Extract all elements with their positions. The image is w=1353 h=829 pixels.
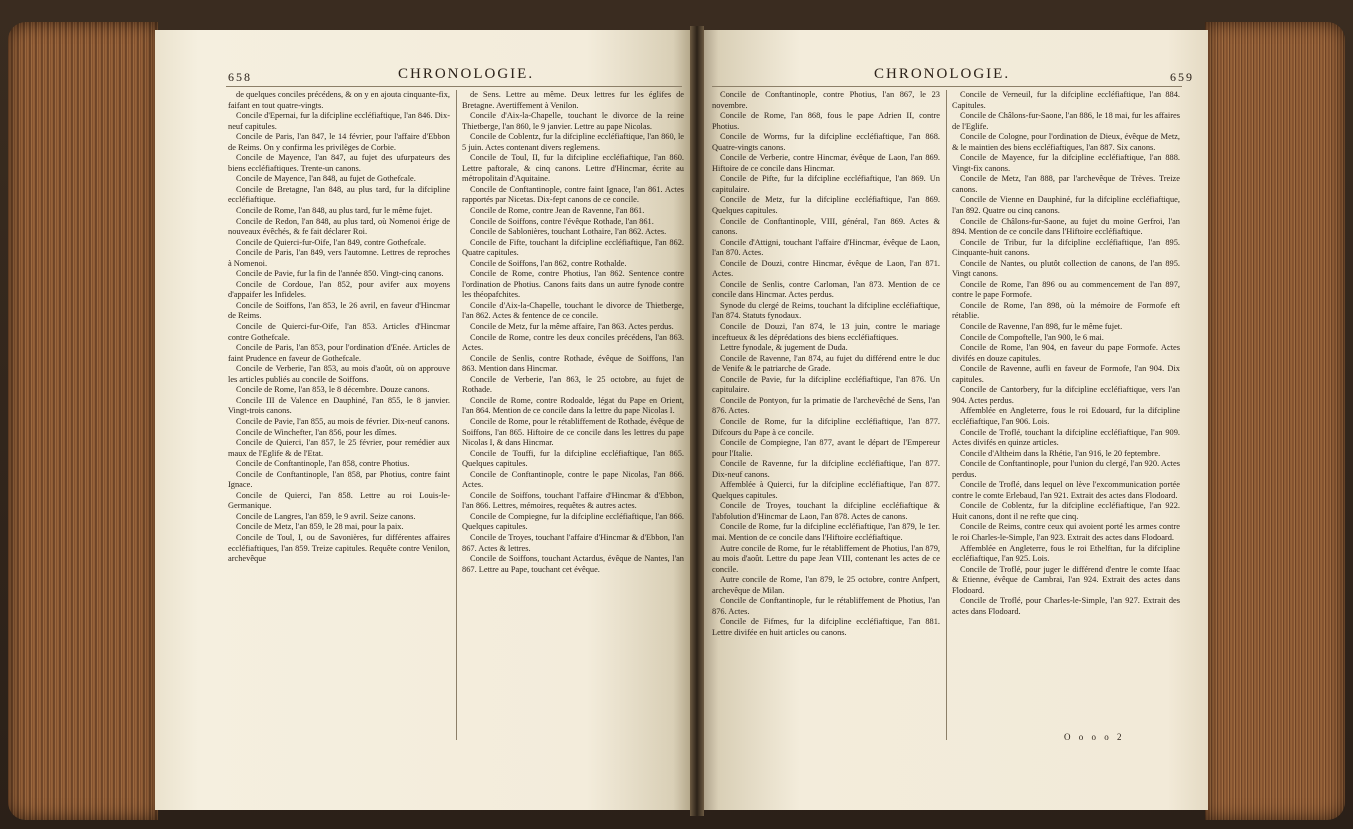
entry: Concile de Rome, l'an 904, en faveur du pape Formofe. Actes divifés en douze capitules.	[952, 343, 1180, 363]
entry: Lettre fynodale, & jugement de Duda.	[720, 343, 848, 353]
entry: Concile de Compiegne, l'an 877, avant le départ de l'Empereur pour l'Italie.	[712, 438, 940, 458]
entry: Concile de Rome, l'an 868, fous le pape Adrien II, contre Photius.	[712, 111, 940, 131]
entry: de Sens. Lettre au même. Deux lettres fur les églifes de Bretagne. Avertiffement à Venilon.	[462, 90, 684, 110]
entry: Concile de Fifte, touchant la difcipline eccléfiaftique, l'an 862. Quatre capitules.	[462, 237, 684, 258]
entry: Concile de Paris, l'an 853, pour l'ordination d'Enée. Articles de faint Prudence en faveur de Gothefcale.	[228, 343, 450, 363]
entry: Autre concile de Rome, fur le rétabliffement de Photius, l'an 879, au mois d'août. Lettre du pape Jean VIII, contenant les actes de ce concile.	[712, 543, 940, 574]
book-right-edge	[1205, 22, 1345, 820]
left-column-divider	[456, 90, 457, 740]
entry: Concile de Ravenne, l'an 874, au fujet du différend entre le duc de Venife & le patriarche de Grade.	[712, 353, 940, 374]
entry: Concile de Conftantinople, l'an 858, par Photius, contre faint Ignace.	[228, 469, 450, 490]
left-folio: 658	[228, 70, 252, 84]
entry: Concile de Troyes, touchant l'affaire d'Hincmar & d'Ebbon, l'an 867. Actes & lettres.	[462, 532, 684, 553]
entry: Concile de Coblentz, fur la difcipline eccléfiaftique, l'an 860, le 5 juin. Actes contenant divers reglemens.	[462, 132, 684, 152]
entry: Concile de Conftantinople, pour l'union du clergé, l'an 920. Actes perdus.	[952, 459, 1180, 479]
entry: Concile de Conftantinople, VIII, général, l'an 869. Actes & canons.	[712, 216, 940, 237]
entry: Concile de Coblentz, fur la difcipline eccléfiaftique, l'an 922. Huit canons, dont il ne refte que cinq.	[952, 501, 1180, 521]
right-column-1	[712, 90, 940, 638]
left-running-head: CHRONOLOGIE.	[398, 66, 535, 82]
entry: Concile de Quierci-fur-Oife, l'an 849, contre Gothefcale.	[236, 237, 426, 247]
entry: Concile de Troyes, touchant la difcipline eccléfiaftique & l'abfolution d'Hincmar de Laon, l'an 878. Actes de canons.	[712, 501, 940, 521]
entry: Concile de Troflé, pour Charles-le-Simple, l'an 927. Extrait des actes dans Flodoard.	[952, 596, 1180, 616]
entry: Concile de Ravenne, fur la difcipline eccléfiaftique, l'an 877. Dix-neuf canons.	[712, 459, 940, 479]
entry: Concile de Quierci, l'an 858. Lettre au roi Louis-le-Germanique.	[228, 490, 450, 511]
entry: Concile de Pifte, fur la difcipline eccléfiaftique, l'an 869. Un capitulaire.	[712, 174, 940, 194]
entry: Concile de Châlons-fur-Saone, au fujet du moine Gerfroi, l'an 894. Mention de ce concile dans l'Hiftoire eccléfiaftique.	[952, 216, 1180, 237]
entry: Concile de Ravenne, l'an 898, fur le même fujet.	[960, 322, 1123, 332]
entry: Concile de Soiffons, contre l'évêque Rothade, l'an 861.	[470, 216, 654, 226]
entry: Concile de Worms, fur la difcipline eccléfiaftique, l'an 868. Quatre-vingts canons.	[712, 132, 940, 152]
entry: Synode du clergé de Reims, touchant la difcipline eccléfiaftique, l'an 874. Statuts fynodaux.	[712, 300, 940, 321]
entry: Concile de Conftantinople, contre le pape Nicolas, l'an 866. Actes.	[462, 469, 684, 490]
entry: de quelques conciles précédens, & on y en ajouta cinquante-fix, faifant en tout quatre-vingts.	[228, 90, 450, 110]
entry: Concile de Ravenne, aufli en faveur de Formofe, l'an 904. Dix capitules.	[952, 364, 1180, 384]
entry: Concile de Fifmes, fur la difcipline eccléfiaftique, l'an 881. Lettre divifée en huit articles ou canons.	[712, 617, 940, 637]
entry: Concile de Rome, pour le rétabliffement de Rothade, évêque de Soiffons, l'an 865. Hiftoire de ce concile dans les lettres du pape Nicolas I, & dans Hincmar.	[462, 416, 684, 448]
signature-mark: O o o o 2	[1064, 732, 1125, 742]
entry: Concile de Troflé, touchant la difcipline eccléfiaftique, l'an 909. Actes divifés en quinze articles.	[952, 427, 1180, 448]
entry: Concile de Nantes, ou plutôt collection de canons, de l'an 895. Vingt canons.	[952, 258, 1180, 279]
entry: Concile de Pavie, fur la difcipline eccléfiaftique, l'an 876. Un capitulaire.	[712, 374, 940, 395]
entry: Concile de Toul, I, ou de Savonières, fur différentes affaires eccléfiaftiques, l'an 859. Treize capitules. Requête contre Venilon, archevêque	[228, 532, 450, 564]
entry: Concile de Rome, contre Rodoalde, légat du Pape en Orient, l'an 864. Mention de ce concile dans la lettre du pape Nicolas I.	[462, 395, 684, 416]
entry: Concile d'Epernai, fur la difcipline eccléfiaftique, l'an 846. Dix-neuf capitules.	[228, 111, 450, 131]
entry: Concile de Cordoue, l'an 852, pour avifer aux moyens d'appaifer les Infideles.	[228, 279, 450, 300]
entry: Concile de Bretagne, l'an 848, au plus tard, fur la difcipline eccléfiaftique.	[228, 184, 450, 205]
entry: Concile de Pavie, fur la fin de l'année 850. Vingt-cinq canons.	[236, 269, 444, 279]
entry: Concile de Rome, l'an 848, au plus tard, fur le même fujet.	[236, 206, 433, 216]
entry: Affemblée en Angleterre, fous le roi Ethelftan, fur la difcipline eccléfiaftique, l'an 925. Lois.	[952, 543, 1180, 564]
entry: Concile III de Valence en Dauphiné, l'an 855, le 8 janvier. Vingt-trois canons.	[228, 395, 450, 416]
entry: Concile de Troflé, pour juger le différend d'entre le comte Ifaac & Etienne, évêque de Cambrai, l'an 924. Extrait des actes dans Flodoard.	[952, 564, 1180, 595]
entry: Concile de Troflé, dans lequel on lève l'excommunication portée contre le comte Erlebaud, l'an 921. Extrait des actes dans Flodoard.	[952, 480, 1180, 500]
entry: Concile de Redon, l'an 848, au plus tard, où Nomenoi érige de nouveaux évêchés, & fe fait déclarer Roi.	[228, 216, 450, 237]
entry: Concile de Soiffons, l'an 862, contre Rothalde.	[470, 258, 627, 268]
entry: Concile de Conftantinople, contre Photius, l'an 867, le 23 novembre.	[712, 90, 940, 110]
entry: Concile de Mayence, l'an 847, au fujet des ufurpateurs des biens eccléfiaftiques. Trente-un canons.	[228, 153, 450, 173]
right-folio: 659	[1170, 70, 1194, 84]
entry: Concile d'Altheim dans la Rhétie, l'an 916, le 20 feptembre.	[960, 448, 1161, 458]
entry: Concile de Rome, fur la difcipline eccléfiaftique, l'an 879, le 1er. mai. Mention de ce concile dans l'Hiftoire eccléfiaftique.	[712, 522, 940, 542]
entry: Concile de Pavie, l'an 855, au mois de février. Dix-neuf canons.	[236, 416, 450, 426]
book-left-edge	[8, 22, 158, 820]
entry: Concile de Rome, l'an 898, où la mémoire de Formofe eft rétablie.	[952, 300, 1180, 321]
entry: Concile de Verberie, l'an 863, le 25 octobre, au fujet de Rothade.	[462, 374, 684, 395]
entry: Concile de Cantorbery, fur la difcipline eccléfiaftique, vers l'an 904. Actes perdus.	[952, 385, 1180, 405]
entry: Concile d'Aix-la-Chapelle, touchant le divorce de la reine Thietberge, l'an 860, le 9 janvier. Lettre au pape Nicolas.	[462, 111, 684, 131]
left-column-1	[228, 90, 450, 565]
entry: Concile de Paris, l'an 847, le 14 février, pour l'affaire d'Ebbon de Reims. On y confirma les privilèges de Corbie.	[228, 132, 450, 152]
entry: Concile de Mayence, fur la difcipline eccléfiaftique, l'an 888. Vingt-fix canons.	[952, 153, 1180, 173]
entry: Autre concile de Rome, l'an 879, le 25 octobre, contre Anfpert, archevêque de Milan.	[712, 575, 940, 595]
entry: Concile de Winchefter, l'an 856, pour les dîmes.	[236, 427, 397, 437]
entry: Concile de Cologne, pour l'ordination de Dieux, évêque de Metz, & le maintien des biens eccléfiaftiques, l'an 887. Six canons.	[952, 132, 1180, 152]
entry: Concile de Reims, contre ceux qui avoient porté les armes contre le roi Charles-le-Simple, l'an 923. Extrait des actes dans Flodoard.	[952, 522, 1180, 542]
entry: Concile d'Attigni, touchant l'affaire d'Hincmar, évêque de Laon, l'an 870. Actes.	[712, 237, 940, 258]
entry: Concile de Touffi, fur la difcipline eccléfiaftique, l'an 865. Quelques capitules.	[462, 448, 684, 469]
entry: Concile de Compoftelle, l'an 900, le 6 mai.	[960, 332, 1104, 342]
entry: Concile de Rome, contre Photius, l'an 862. Sentence contre l'ordination de Photius. Canons faits dans un autre fynode contre les théopafchites.	[462, 269, 684, 300]
entry: Concile de Langres, l'an 859, le 9 avril. Seize canons.	[236, 511, 416, 521]
entry: Concile de Toul, II, fur la difcipline eccléfiaftique, l'an 860. Lettre paftorale, & cinq canons. Lettre d'Hincmar, écrite au métropolitain d'Aquitaine.	[462, 153, 684, 184]
entry: Concile de Metz, fur la même affaire, l'an 863. Actes perdus.	[470, 322, 674, 332]
right-column-2	[952, 90, 1180, 617]
entry: Concile de Conftantinople, fur le rétabliffement de Photius, l'an 876. Actes.	[712, 596, 940, 616]
entry: Concile de Quierci, l'an 857, le 25 février, pour remédier aux maux de l'Eglife & de l'Etat.	[228, 438, 450, 458]
entry: Affemblée en Angleterre, fous le roi Edouard, fur la difcipline eccléfiaftique, l'an 906. Lois.	[952, 406, 1180, 426]
entry: Concile de Conftantinople, l'an 858, contre Photius.	[236, 459, 410, 469]
entry: Concile de Quierci-fur-Oife, l'an 853. Articles d'Hincmar contre Gothefcale.	[228, 322, 450, 342]
entry: Concile de Compiegne, fur la difcipline eccléfiaftique, l'an 866. Quelques capitules.	[462, 511, 684, 532]
entry: Concile de Soiffons, touchant l'affaire d'Hincmar & d'Ebbon, l'an 866. Lettres, mémoires, requêtes & autres actes.	[462, 490, 684, 511]
book-gutter	[690, 26, 704, 816]
entry: Concile de Paris, l'an 849, vers l'automne. Lettres de reproches à Nomenoi.	[228, 248, 450, 268]
left-header-rule	[226, 86, 682, 87]
entry: Concile de Soiffons, touchant Actardus, évêque de Nantes, l'an 867. Lettre au Pape, touchant cet évêque.	[462, 554, 684, 574]
entry: Concile de Metz, l'an 859, le 28 mai, pour la paix.	[236, 522, 404, 532]
entry: Concile de Douzi, contre Hincmar, évêque de Laon, l'an 871. Actes.	[712, 258, 940, 279]
entry: Concile de Vienne en Dauphiné, fur la difcipline eccléfiaftique, l'an 892. Quatre ou cinq canons.	[952, 195, 1180, 216]
entry: Concile de Pontyon, fur la primatie de l'archevêché de Sens, l'an 876. Actes.	[712, 395, 940, 416]
left-column-2	[462, 90, 684, 575]
entry: Concile d'Aix-la-Chapelle, touchant le divorce de Thietberge, l'an 862. Actes & fentence de ce concile.	[462, 300, 684, 321]
entry: Affemblée à Quierci, fur la difcipline eccléfiaftique, l'an 877. Quelques capitules.	[712, 480, 940, 500]
entry: Concile de Douzi, l'an 874, le 13 juin, contre le mariage inceftueux & les déprédations des biens eccléfiaftiques.	[712, 322, 940, 342]
entry: Concile de Rome, fur la difcipline eccléfiaftique, l'an 877. Difcours du Pape à ce concile.	[712, 416, 940, 437]
right-header-rule	[712, 86, 1182, 87]
entry: Concile de Châlons-fur-Saone, l'an 886, le 18 mai, fur les affaires de l'Eglife.	[952, 111, 1180, 131]
entry: Concile de Rome, contre Jean de Ravenne, l'an 861.	[470, 206, 645, 216]
entry: Concile de Senlis, contre Carloman, l'an 873. Mention de ce concile dans Hincmar. Actes perdus.	[712, 279, 940, 300]
entry: Concile de Senlis, contre Rothade, évêque de Soiffons, l'an 863. Mention dans Hincmar.	[462, 353, 684, 374]
entry: Concile de Verberie, contre Hincmar, évêque de Laon, l'an 869. Hiftoire de ce concile dans Hincmar.	[712, 153, 940, 173]
entry: Concile de Rome, l'an 853, le 8 décembre. Douze canons.	[236, 385, 430, 395]
entry: Concile de Rome, l'an 896 ou au commencement de l'an 897, contre le pape Formofe.	[952, 279, 1180, 300]
right-running-head: CHRONOLOGIE.	[874, 66, 1011, 82]
entry: Concile de Soiffons, l'an 853, le 26 avril, en faveur d'Hincmar de Reims.	[228, 300, 450, 321]
entry: Concile de Verberie, l'an 853, au mois d'août, où on approuve les articles publiés au concile de Soiffons.	[228, 364, 450, 384]
entry: Concile de Verneuil, fur la difcipline eccléfiaftique, l'an 884. Capitules.	[952, 90, 1180, 110]
entry: Concile de Rome, contre les deux conciles précédens, l'an 863. Actes.	[462, 332, 684, 353]
entry: Concile de Conftantinople, contre faint Ignace, l'an 861. Actes rapportés par Nicetas. Dix-fept canons de ce concile.	[462, 184, 684, 205]
entry: Concile de Metz, fur la difcipline eccléfiaftique, l'an 869. Quelques capitules.	[712, 195, 940, 216]
right-column-divider	[946, 90, 947, 740]
entry: Concile de Sablonières, touchant Lothaire, l'an 862. Actes.	[470, 227, 667, 237]
entry: Concile de Metz, l'an 888, par l'archevêque de Trèves. Treize canons.	[952, 174, 1180, 194]
entry: Concile de Tribur, fur la difcipline eccléfiaftique, l'an 895. Cinquante-huit canons.	[952, 237, 1180, 258]
entry: Concile de Mayence, l'an 848, au fujet de Gothefcale.	[236, 174, 416, 184]
